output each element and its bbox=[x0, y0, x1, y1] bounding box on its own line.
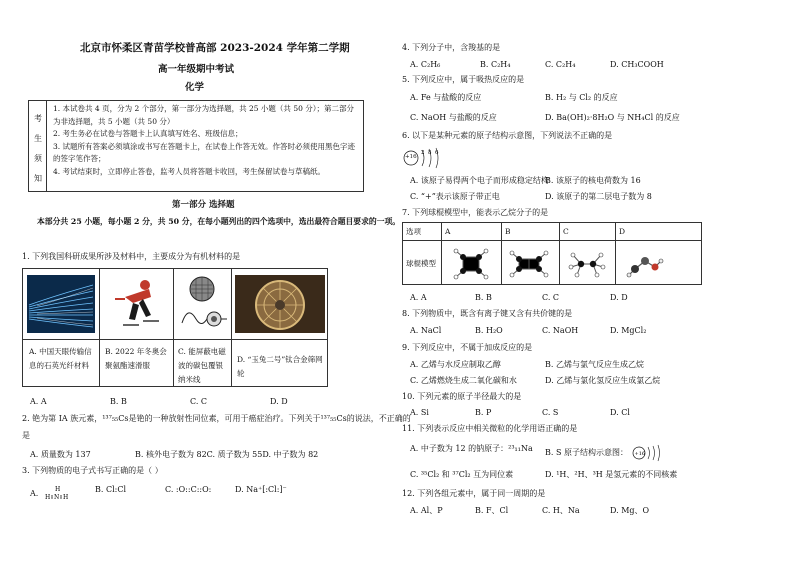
q12-stem: 12. 下列各组元素中，属于同一周期的是 bbox=[402, 489, 546, 498]
ball-stick-model-a bbox=[451, 247, 491, 281]
q1-cell-b: B. 2022 年冬奥会聚氨酯速滑服 bbox=[105, 347, 167, 370]
q9-stem: 9. 下列反应中，不属于加成反应的是 bbox=[402, 343, 533, 352]
q12-option-b: B. F、Cl bbox=[475, 506, 509, 515]
q9-option-c: C. 乙烯燃烧生成二氧化碳和水 bbox=[410, 376, 517, 385]
q1-option-b: B. B bbox=[110, 397, 127, 406]
q1-cell-a: A. 中国天眼传输信息的石英光纤材料 bbox=[29, 347, 92, 370]
part1-heading: 第一部分 选择题 bbox=[172, 200, 235, 210]
q9-option-a: A. 乙烯与水反应制取乙醇 bbox=[410, 360, 501, 369]
q11-option-b: B. S 原子结构示意图： +16 bbox=[545, 444, 665, 462]
q11-option-a: A. 中子数为 12 的钠原子：²³₁₁Na bbox=[410, 444, 533, 453]
q6-stem: 6. 以下是某种元素的原子结构示意图，下列说法不正确的是 bbox=[402, 131, 613, 140]
q8-stem: 8. 下列物质中，既含有离子键又含有共价键的是 bbox=[402, 309, 573, 318]
q7-header-c: C bbox=[563, 227, 569, 236]
ball-stick-model-c bbox=[567, 247, 607, 281]
q7-row-label: 球棍模型 bbox=[406, 259, 436, 268]
q3-stem: 3. 下列物质的电子式书写正确的是（ ） bbox=[22, 466, 163, 475]
svg-text:H: H bbox=[44, 494, 51, 501]
shell-3: 6 bbox=[435, 150, 439, 156]
q12-option-a: A. Al、P bbox=[410, 506, 443, 515]
ball-stick-model-d bbox=[625, 247, 665, 281]
q7-header-d: D bbox=[619, 227, 626, 236]
q3-option-b: B. Cl:Cl bbox=[95, 485, 127, 494]
q1-table bbox=[22, 268, 328, 387]
q10-option-a: A. Si bbox=[410, 408, 429, 417]
q5-option-b: B. H₂ 与 Cl₂ 的反应 bbox=[545, 93, 618, 102]
shell-2: 8 bbox=[428, 150, 432, 156]
q10-stem: 10. 下列元素的原子半径最大的是 bbox=[402, 392, 522, 401]
svg-text:+16: +16 bbox=[634, 451, 645, 457]
q11-option-c: C. ³⁵Cl₂ 和 ³⁷Cl₂ 互为同位素 bbox=[410, 470, 514, 479]
fiber-optic-image bbox=[27, 275, 95, 333]
q4-stem: 4. 下列分子中，含羧基的是 bbox=[402, 43, 501, 52]
q10-option-d: D. Cl bbox=[610, 408, 630, 417]
q6-option-d: D. 该原子的第二层电子数为 8 bbox=[545, 192, 652, 201]
notice-side-label: 考 生 须 知 bbox=[29, 101, 47, 191]
q4-option-b: B. C₂H₄ bbox=[480, 60, 511, 69]
q11-stem: 11. 下列表示反应中相关微粒的化学用语正确的是 bbox=[402, 424, 578, 433]
notice-text bbox=[53, 103, 359, 179]
q4-option-d: D. CH₃COOH bbox=[610, 60, 664, 69]
q2-option-a: A. 质量数为 137 bbox=[30, 450, 91, 459]
exam-notice-box bbox=[28, 100, 364, 192]
s-atom-diagram bbox=[631, 444, 665, 462]
q7-table bbox=[402, 222, 702, 285]
q7-header-option: 选项 bbox=[406, 227, 421, 236]
q3-option-a: A. H H N H bbox=[30, 486, 69, 501]
school-title: 北京市怀柔区青苗学校普高部 2023-2024 学年第二学期 bbox=[80, 42, 350, 54]
part1-instruction: 本部分共 25 小题，每小题 2 分，共 50 分，在每小题列出的四个选项中，选出最符合题目要求的一项。 bbox=[37, 217, 401, 226]
q1-option-d: D. D bbox=[270, 397, 288, 406]
q5-option-d: D. Ba(OH)₂·8H₂O 与 NH₄Cl 的反应 bbox=[545, 113, 680, 122]
q10-option-c: C. S bbox=[542, 408, 559, 417]
q4-option-a: A. C₂H₆ bbox=[410, 60, 441, 69]
q7-header-a: A bbox=[445, 227, 451, 236]
svg-text:H: H bbox=[54, 486, 61, 493]
ball-stick-model-b bbox=[509, 247, 549, 281]
q4-option-c: C. C₂H₄ bbox=[545, 60, 576, 69]
q1-option-a: A. A bbox=[30, 397, 47, 406]
atom-nucleus: +16 bbox=[405, 154, 417, 160]
notice-line: 4. 考试结束时，立即停止答卷，监考人员将答题卡收回，考生保留试卷与草稿纸。 bbox=[53, 166, 326, 176]
q7-option-c: C. C bbox=[542, 293, 560, 302]
q9-option-b: B. 乙烯与氯气反应生成乙烷 bbox=[545, 360, 644, 369]
q1-cell-c: C. 能屏蔽电磁波的碳包覆银纳米线 bbox=[178, 347, 226, 384]
notice-line: 3. 试题所有答案必须填涂或书写在答题卡上，在试卷上作答无效。作答时必须使用黑色字迹的签字笔作答； bbox=[53, 141, 356, 164]
svg-text:H: H bbox=[62, 494, 69, 501]
q10-option-b: B. P bbox=[475, 408, 492, 417]
exam-title: 高一年级期中考试 bbox=[158, 64, 235, 75]
q7-stem: 7. 下列球棍模型中，能表示乙烷分子的是 bbox=[402, 208, 549, 217]
q5-stem: 5. 下列反应中，属于吸热反应的是 bbox=[402, 75, 525, 84]
notice-line: 1. 本试卷共 4 页，分为 2 个部分，第一部分为选择题，共 25 小题（共 50 分）；第二部分为非选择题，共 5 小题（共 50 分） bbox=[53, 104, 354, 126]
q5-option-c: C. NaOH 与盐酸的反应 bbox=[410, 113, 497, 122]
q3-option-c: C. :O::C::O: bbox=[165, 485, 212, 494]
q9-option-d: D. 乙烯与氯化氢反应生成氯乙烷 bbox=[545, 376, 661, 385]
svg-text:N: N bbox=[53, 494, 60, 501]
q5-option-a: A. Fe 与盐酸的反应 bbox=[410, 93, 482, 102]
q12-option-d: D. Mg、O bbox=[610, 506, 650, 515]
q1-cell-d: D. “玉兔二号”钛合金筛网轮 bbox=[237, 355, 323, 378]
q3-option-d: D. Na⁺[:Cl:]⁻ bbox=[235, 485, 287, 494]
q12-option-c: C. H、Na bbox=[542, 506, 580, 515]
q8-option-a: A. NaCl bbox=[410, 326, 442, 335]
notice-line: 2. 考生务必在试卷与答题卡上认真填写姓名、班级信息； bbox=[53, 129, 243, 139]
shell-1: 2 bbox=[421, 150, 425, 156]
q1-option-c: C. C bbox=[190, 397, 208, 406]
q6-option-a: A. 该原子易得两个电子而形成稳定结构 bbox=[410, 176, 549, 185]
nh3-electron-formula bbox=[44, 485, 70, 503]
q11-option-d: D. ¹H、²H、³H 是氢元素的不同核素 bbox=[545, 470, 678, 479]
q8-option-c: C. NaOH bbox=[542, 326, 579, 335]
q7-option-b: B. B bbox=[475, 293, 492, 302]
q1-stem: 1. 下列我国科研成果所涉及材料中，主要成分为有机材料的是 bbox=[22, 252, 241, 261]
q6-option-c: C. “+”表示该原子带正电 bbox=[410, 192, 500, 201]
q7-header-b: B bbox=[505, 227, 511, 236]
q7-option-d: D. D bbox=[610, 293, 628, 302]
atom-structure-diagram bbox=[402, 147, 446, 169]
rover-wheel-image bbox=[235, 275, 325, 333]
q2-options-bcd: B. 核外电子数为 82C. 质子数为 55D. 中子数为 82 bbox=[135, 450, 319, 459]
subject-title: 化学 bbox=[185, 82, 205, 93]
q8-option-d: D. MgCl₂ bbox=[610, 326, 647, 335]
q6-option-b: B. 该原子的核电荷数为 16 bbox=[545, 176, 641, 185]
speed-skater-image bbox=[105, 275, 167, 333]
q2-stem: 2. 铯为第 IA 族元素，¹³⁷₅₅Cs是铯的一种放射性同位素，可用于癌症治疗。下列关于¹³⁷₅₅Cs的说法，不正确的 bbox=[22, 414, 411, 423]
nanowire-image bbox=[178, 275, 228, 333]
q2-stem-cont: 是 bbox=[22, 431, 30, 440]
q7-option-a: A. A bbox=[410, 293, 427, 302]
q8-option-b: B. H₂O bbox=[475, 326, 503, 335]
